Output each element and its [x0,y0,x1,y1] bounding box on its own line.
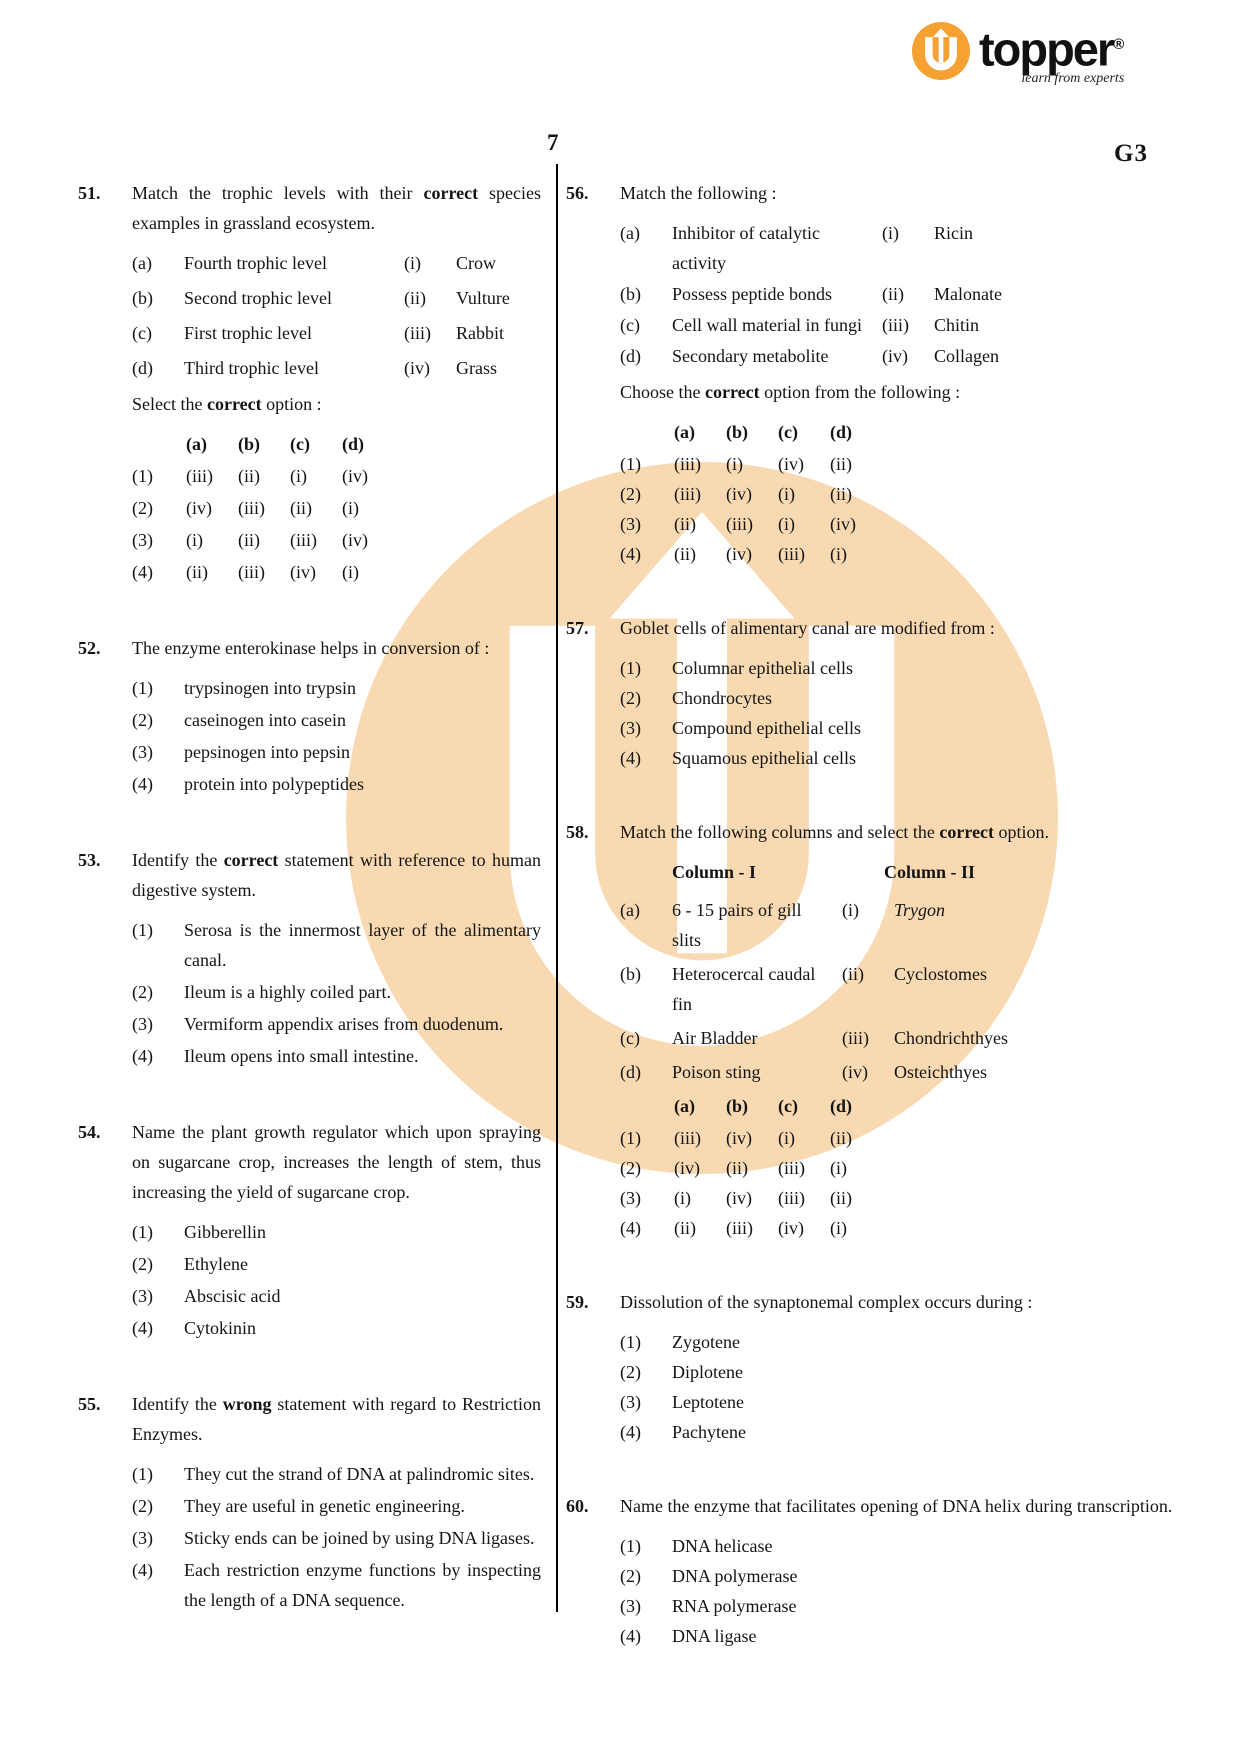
option-row [132,673,541,703]
option-combination-row: (4) (ii) (iii) (iv) (i) [620,1213,1173,1243]
option-number: (2) [620,688,641,708]
paper-code: G3 [1114,140,1148,167]
option-text: Chondrocytes [672,688,772,708]
option-row [620,1387,1173,1417]
match-right-label: (iii) [404,323,431,343]
option-combination-row: (1) (iii) (i) (iv) (ii) [620,449,1173,479]
match-left-label: (b) [620,284,641,304]
match-right-label: (iv) [882,346,908,366]
question-number: 52. [78,638,101,658]
option-number: (1) [620,454,641,474]
option-row [132,1523,541,1553]
match-left-text: Cell wall material in fungi [672,315,862,335]
option-row [132,1009,541,1039]
option-number: (3) [132,742,153,762]
match-row [132,353,541,383]
match-row [132,283,541,313]
column-2-header: Column - II [884,862,976,882]
match-row [620,959,1173,1019]
match-left-text: Air Bladder [672,1028,758,1048]
option-combination-row: (3) (i) (ii) (iii) (iv) [132,525,541,555]
question-stem: Name the enzyme that facilitates opening of DNA helix during transcription. [620,1496,1173,1516]
match-right-text: Crow [456,253,496,273]
question-54 [78,1117,541,1345]
option-row [620,1621,1173,1651]
question-stem: Match the following : [620,183,777,203]
option-combination-row: (2) (iii) (iv) (i) (ii) [620,479,1173,509]
option-number: (3) [620,718,641,738]
option-number: (3) [132,1286,153,1306]
question-number: 59. [566,1292,589,1312]
option-text: Leptotene [672,1392,744,1412]
question-59 [566,1287,1173,1447]
option-text: DNA polymerase [672,1566,798,1586]
option-text: Ethylene [184,1254,248,1274]
option-number: (4) [620,544,641,564]
match-row [620,218,1173,278]
match-right-label: (ii) [842,964,864,984]
option-text: RNA polymerase [672,1596,797,1616]
option-number: (3) [132,1528,153,1548]
option-number: (3) [132,1014,153,1034]
option-number: (2) [620,1566,641,1586]
match-left-text: Heterocercal caudal fin [672,964,816,1014]
option-number: (1) [132,920,153,940]
column-1-header: Column - I [672,862,757,882]
option-number: (4) [132,1318,153,1338]
question-56 [566,178,1173,569]
match-left-label: (b) [132,288,153,308]
match-row [620,279,1173,309]
option-row [620,1327,1173,1357]
option-text: Diplotene [672,1362,743,1382]
match-right-label: (i) [404,253,421,273]
option-combination-row: (1) (iii) (iv) (i) (ii) [620,1123,1173,1153]
match-right-text: Grass [456,358,497,378]
option-row [132,1281,541,1311]
match-right-text: Malonate [934,284,1002,304]
match-left-label: (c) [620,315,640,335]
option-text: Vermiform appendix arises from duodenum. [184,1014,504,1034]
option-text: Columnar epithelial cells [672,658,853,678]
option-number: (3) [620,1596,641,1616]
options-table [620,1091,1173,1243]
option-text: Ileum opens into small intestine. [184,1046,419,1066]
question-stem: Match the trophic levels with their correct species examples in grassland ecosystem. [132,183,541,233]
u-arrow-icon [912,22,970,80]
option-text: Ileum is a highly coiled part. [184,982,391,1002]
option-number: (4) [620,748,641,768]
option-row [620,1417,1173,1447]
match-right-text: Cyclostomes [894,964,987,984]
match-right-label: (iv) [842,1062,868,1082]
option-combination-row: (2) (iv) (iii) (ii) (i) [132,493,541,523]
left-column [78,178,541,1661]
option-row [132,1313,541,1343]
match-right-text: Rabbit [456,323,504,343]
option-combination-row: (4) (ii) (iv) (iii) (i) [620,539,1173,569]
option-number: (4) [132,1046,153,1066]
match-list [620,895,1173,1087]
option-number: (4) [620,1218,641,1238]
option-number: (3) [620,1188,641,1208]
match-left-label: (d) [132,358,153,378]
match-right-text: Collagen [934,346,999,366]
option-combination-row: (3) (ii) (iii) (i) (iv) [620,509,1173,539]
question-number: 54. [78,1122,101,1142]
select-instruction: Choose the correct option from the following : [620,382,961,402]
match-left-text: Inhibitor of catalytic activity [672,223,820,273]
option-text: They are useful in genetic engineering. [184,1496,465,1516]
question-60 [566,1491,1173,1651]
select-instruction: Select the correct option : [132,394,322,414]
question-stem: Match the following columns and select the correct option. [620,822,1050,842]
match-right-text: Chitin [934,315,980,335]
match-left-label: (c) [132,323,152,343]
option-row [620,713,1173,743]
match-left-text: First trophic level [184,323,312,343]
match-row [620,1057,1173,1087]
question-57 [566,613,1173,773]
option-number: (1) [620,1536,641,1556]
question-number: 60. [566,1496,589,1516]
option-text: Cytokinin [184,1318,257,1338]
option-row [620,1357,1173,1387]
option-text: Serosa is the innermost layer of the alimentary canal. [184,920,541,970]
option-row [620,683,1173,713]
option-row [132,1041,541,1071]
option-text: They cut the strand of DNA at palindromic sites. [184,1464,535,1484]
match-left-label: (b) [620,964,641,984]
match-left-text: 6 - 15 pairs of gill slits [672,900,802,950]
question-stem: Identify the wrong statement with regard to Restriction Enzymes. [132,1394,541,1444]
right-column [566,178,1173,1695]
match-left-label: (a) [132,253,152,273]
option-row [132,769,541,799]
option-number: (3) [620,1392,641,1412]
option-number: (4) [132,1560,153,1580]
match-right-label: (ii) [404,288,426,308]
match-left-text: Secondary metabolite [672,346,829,366]
option-row [132,705,541,735]
question-number: 51. [78,183,101,203]
option-combination-row: (4) (ii) (iii) (iv) (i) [132,557,541,587]
option-row [132,915,541,975]
match-left-label: (d) [620,346,641,366]
question-stem: Dissolution of the synaptonemal complex occurs during : [620,1292,1033,1312]
match-row [620,341,1173,371]
option-row [620,1561,1173,1591]
option-number: (2) [620,484,641,504]
match-right-text: Trygon [894,900,946,920]
match-left-label: (d) [620,1062,641,1082]
column-divider-line [556,164,558,1612]
option-combination-row: (3) (i) (iv) (iii) (ii) [620,1183,1173,1213]
registered-mark: ® [1113,36,1125,53]
option-row [620,743,1173,773]
option-text: Pachytene [672,1422,746,1442]
question-number: 58. [566,822,589,842]
question-stem: Identify the correct statement with reference to human digestive system. [132,850,541,900]
match-left-label: (a) [620,900,640,920]
option-row [132,1459,541,1489]
option-row [132,737,541,767]
option-text: Abscisic acid [184,1286,281,1306]
question-53 [78,845,541,1073]
match-left-text: Third trophic level [184,358,319,378]
option-number: (2) [132,982,153,1002]
option-number: (4) [132,562,153,582]
question-stem: Goblet cells of alimentary canal are modified from : [620,618,995,638]
match-row [620,895,1173,955]
match-row [620,310,1173,340]
option-row [132,1249,541,1279]
column-headers [620,857,1173,887]
match-left-label: (a) [620,223,640,243]
option-number: (1) [132,1222,153,1242]
question-52 [78,633,541,801]
option-number: (1) [132,1464,153,1484]
option-row [132,1555,541,1615]
option-row [132,1217,541,1247]
option-text: protein into polypeptides [184,774,364,794]
option-row [620,653,1173,683]
option-row [620,1591,1173,1621]
question-55 [78,1389,541,1617]
question-number: 53. [78,850,101,870]
option-number: (4) [132,774,153,794]
options-table-header: (a) (b) (c) (d) [674,422,852,442]
option-text: Each restriction enzyme functions by inspecting the length of a DNA sequence. [184,1560,541,1610]
option-text: Squamous epithelial cells [672,748,856,768]
option-number: (3) [132,530,153,550]
option-number: (1) [620,1332,641,1352]
option-text: Zygotene [672,1332,740,1352]
question-number: 57. [566,618,589,638]
option-text: trypsinogen into trypsin [184,678,356,698]
option-number: (2) [620,1158,641,1178]
option-text: DNA helicase [672,1536,773,1556]
question-51 [78,178,541,589]
options-table-header: (a) (b) (c) (d) [674,1096,852,1116]
option-number: (2) [132,1254,153,1274]
match-list [132,248,541,383]
match-right-text: Chondrichthyes [894,1028,1008,1048]
question-number: 55. [78,1394,101,1414]
match-left-label: (c) [620,1028,640,1048]
match-row [132,318,541,348]
match-row [620,1023,1173,1053]
options-table [620,417,1173,569]
logo-text [979,22,1124,87]
page-number: 7 [547,130,559,155]
options-table [132,429,541,587]
match-right-label: (i) [842,900,859,920]
option-number: (2) [132,710,153,730]
option-text: pepsinogen into pepsin [184,742,350,762]
match-left-text: Fourth trophic level [184,253,327,273]
match-right-label: (iv) [404,358,430,378]
option-combination-row: (1) (iii) (ii) (i) (iv) [132,461,541,491]
brand-name: topper® [979,22,1125,76]
option-text: Compound epithelial cells [672,718,861,738]
options-table-header: (a) (b) (c) (d) [186,434,364,454]
option-number: (4) [620,1422,641,1442]
option-number: (4) [620,1626,641,1646]
question-58 [566,817,1173,1243]
match-left-text: Second trophic level [184,288,332,308]
question-number: 56. [566,183,589,203]
logo-tagline: learn from experts [1021,70,1125,86]
option-text: Sticky ends can be joined by using DNA ligases. [184,1528,535,1548]
question-stem: Name the plant growth regulator which upon spraying on sugarcane crop, increases the length of stem, thus increasing the yield of sugarcane crop. [132,1122,541,1202]
option-number: (2) [132,498,153,518]
option-number: (1) [620,1128,641,1148]
match-right-label: (i) [882,223,899,243]
option-number: (2) [620,1362,641,1382]
match-right-label: (ii) [882,284,904,304]
match-left-text: Possess peptide bonds [672,284,833,304]
option-row [620,1531,1173,1561]
option-number: (2) [132,1496,153,1516]
option-text: Gibberellin [184,1222,266,1242]
option-row [132,1491,541,1521]
option-text: DNA ligase [672,1626,757,1646]
topper-logo [912,22,1124,87]
option-text: caseinogen into casein [184,710,346,730]
match-right-text: Ricin [934,223,973,243]
match-right-label: (iii) [882,315,909,335]
match-left-text: Poison sting [672,1062,761,1082]
option-combination-row: (2) (iv) (ii) (iii) (i) [620,1153,1173,1183]
option-number: (1) [132,466,153,486]
option-row [132,977,541,1007]
question-stem: The enzyme enterokinase helps in conversion of : [132,638,490,658]
match-right-text: Vulture [456,288,510,308]
option-number: (3) [620,514,641,534]
option-number: (1) [132,678,153,698]
match-list [620,218,1173,371]
match-row [132,248,541,278]
match-right-text: Osteichthyes [894,1062,987,1082]
match-right-label: (iii) [842,1028,869,1048]
option-number: (1) [620,658,641,678]
